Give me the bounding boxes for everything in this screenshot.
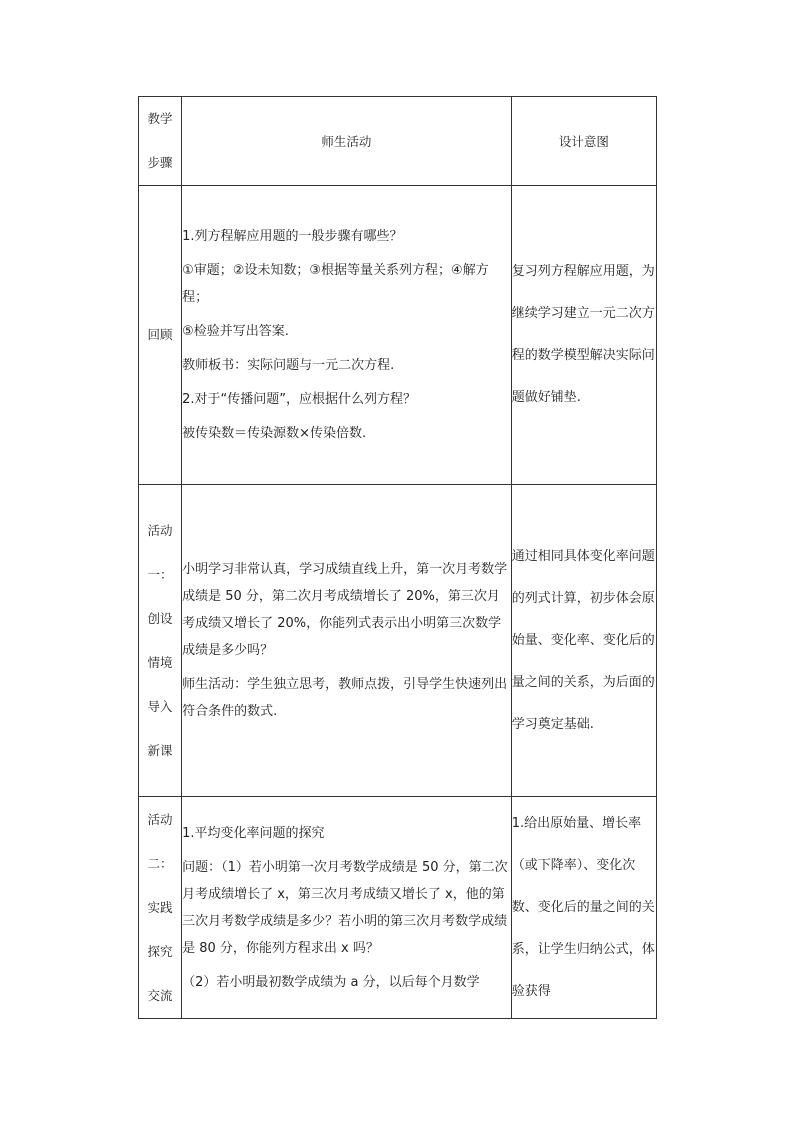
intent-text: 复习列方程解应用题，为继续学习建立一元二次方程的数学模型解决实际问题做好铺垫. [511,264,655,405]
step-label: 交流 [147,987,173,1003]
activity-paragraph: 被传染数＝传染源数×传染倍数. [182,426,367,441]
activity-paragraph: ⑤检验并写出答案. [182,324,289,339]
step-cell [139,797,182,1019]
step-label: 活动 [147,522,173,538]
header-intent: 设计意图 [511,97,656,186]
activity-paragraph: 2.对于“传播问题”，应根据什么列方程？ [182,392,416,407]
table-row [139,186,657,485]
step-label: 活动 [147,811,173,827]
step-label: 二： [147,855,173,871]
lesson-plan-table [138,96,657,1019]
step-cell [139,186,182,485]
activity-cell [182,485,512,797]
activity-paragraph: 1.列方程解应用题的一般步骤有哪些？ [182,229,403,244]
intent-text: 通过相同具体变化率问题的列式计算，初步体会原始量、变化率、变化后的量之间的关系，为后面的学习奠定基础. [511,548,655,732]
step-label: 创设 [147,610,173,626]
activity-paragraph: 师生活动：学生独立思考，教师点拨，引导学生快速列出符合条件的数式. [182,677,508,719]
activity-cell [182,797,512,1019]
table-header-row [139,97,657,186]
intent-cell [511,485,656,797]
activity-paragraph: ①审题；②设未知数；③根据等量关系列方程；④解方程； [182,263,489,305]
step-label: 一： [147,566,173,582]
header-step-line: 步骤 [147,155,173,170]
activity-cell [182,186,512,485]
table-row [139,485,657,797]
step-label: 探究 [147,943,173,959]
activity-paragraph: 小明学习非常认真，学习成绩直线上升，第一次月考数学成绩是 50 分，第二次月考成绩增长了 20%，第三次月考成绩又增长了 20%，你能列式表示出小明第三次数学成绩是多少吗？ [182,562,508,658]
activity-paragraph: （2）若小明最初数学成绩为 a 分，以后每个月数学 [182,974,480,990]
intent-text: 1.给出原始量、增长率（或下降率）、变化次数、变化后的量之间的关系，让学生归纳公式，体验获得 [511,815,655,999]
step-label: 实践 [147,899,173,915]
header-step-line: 教学 [147,111,173,126]
table-row [139,797,657,1019]
activity-paragraph: 1.平均变化率问题的探究 [182,825,325,841]
intent-cell [511,797,656,1019]
header-step [139,97,182,186]
step-cell [139,485,182,797]
header-activity: 师生活动 [182,97,512,186]
step-label: 导入 [147,698,173,714]
intent-cell [511,186,656,485]
activity-paragraph: 问题：（1）若小明第一次月考数学成绩是 50 分，第二次月考成绩增长了 x，第三次月考成绩又增长了 x，他的第三次月考数学成绩是多少？若小明的第三次月考数学成绩是 80 分，你能列方程求出 x 吗？ [182,859,508,956]
step-label: 情境 [147,654,173,670]
step-label: 回顾 [147,327,173,342]
activity-paragraph: 教师板书：实际问题与一元二次方程. [182,358,395,373]
step-label: 新课 [147,742,173,758]
